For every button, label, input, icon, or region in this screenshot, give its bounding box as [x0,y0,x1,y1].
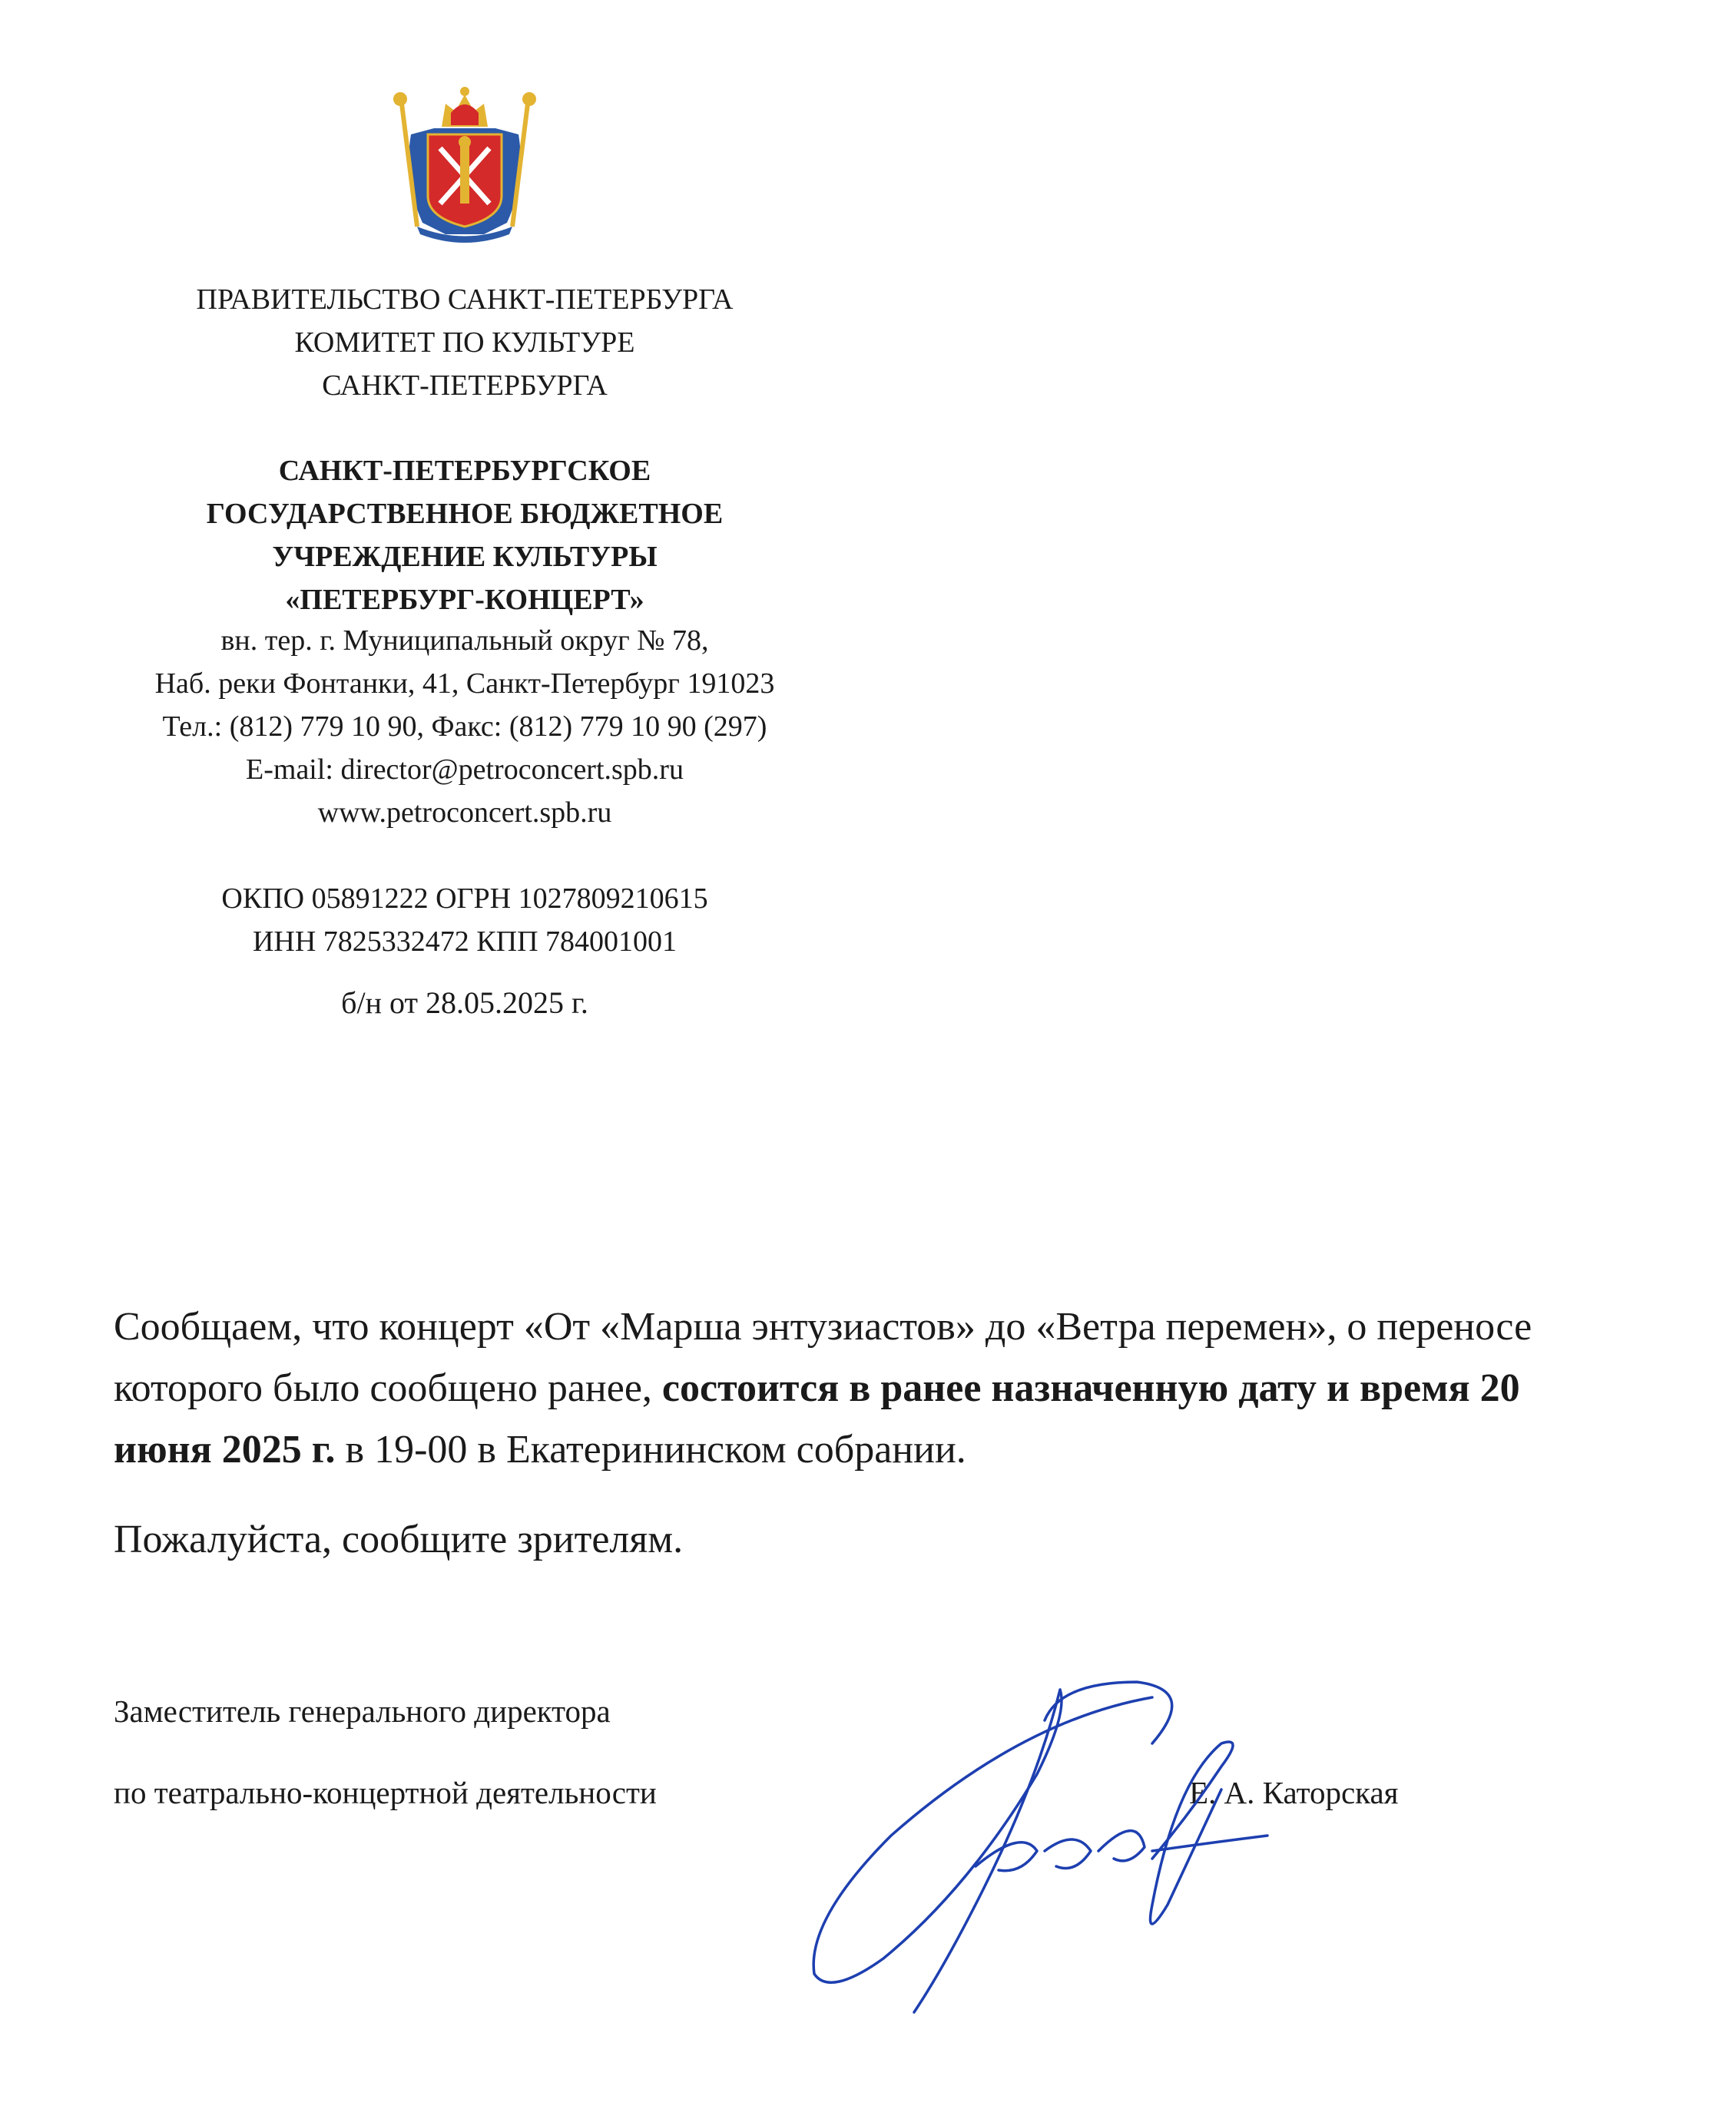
website-line: www.petroconcert.spb.ru [317,796,612,829]
reference-date: б/н от 28.05.2025 г. [341,985,588,1020]
org-line-2: ГОСУДАРСТВЕННОЕ БЮДЖЕТНОЕ [206,498,724,530]
gov-line-1: ПРАВИТЕЛЬСТВО САНКТ-ПЕТЕРБУРГА [196,283,734,316]
paragraph-1-bold: состоится в ранее назначенную дату и время 20 июня 2025 г. [114,1366,1520,1472]
signer-title-line-2: по театрально-концертной деятельности [114,1775,657,1810]
body-paragraph-1 [114,1296,1589,1481]
phone-line: Тел.: (812) 779 10 90, Факс: (812) 779 10 90 (297) [162,710,767,743]
address-line-2: Наб. реки Фонтанки, 41, Санкт-Петербург 191023 [154,667,775,700]
coat-of-arms-icon [380,81,549,250]
org-line-3: УЧРЕЖДЕНИЕ КУЛЬТУРЫ [272,541,658,573]
organization-name [61,449,868,621]
document-reference [61,982,868,1025]
okpo-ogrn-line: ОКПО 05891222 ОГРН 1027809210615 [221,882,708,915]
organization-contacts [61,619,868,834]
body-paragraph-2: Пожалуйста, сообщите зрителям. [114,1518,684,1561]
signer-name: Е. А. Каторская [1189,1775,1399,1810]
gov-line-3: САНКТ-ПЕТЕРБУРГА [322,369,608,402]
handwritten-signature-icon [791,1659,1290,2028]
org-line-4: «ПЕТЕРБУРГ-КОНЦЕРТ» [285,584,644,616]
address-line-1: вн. тер. г. Муниципальный округ № 78, [220,624,709,657]
government-header [61,278,868,407]
org-line-1: САНКТ-ПЕТЕРБУРГСКОЕ [278,455,651,487]
signer-title-line-1: Заместитель генерального директора [114,1694,611,1729]
registration-codes [61,877,868,963]
inn-kpp-line: ИНН 7825332472 КПП 784001001 [252,925,678,958]
paragraph-1-text-start: Сообщаем, что концерт «От «Марша энтузиастов» до «Ветра перемен», о переносе которого было сообщено ранее, [114,1305,1532,1410]
email-line: E-mail: director@petroconcert.spb.ru [246,753,684,786]
paragraph-1-text-end: в 19-00 в Екатерининском собрании. [335,1428,966,1472]
gov-line-2: КОМИТЕТ ПО КУЛЬТУРЕ [294,326,635,359]
